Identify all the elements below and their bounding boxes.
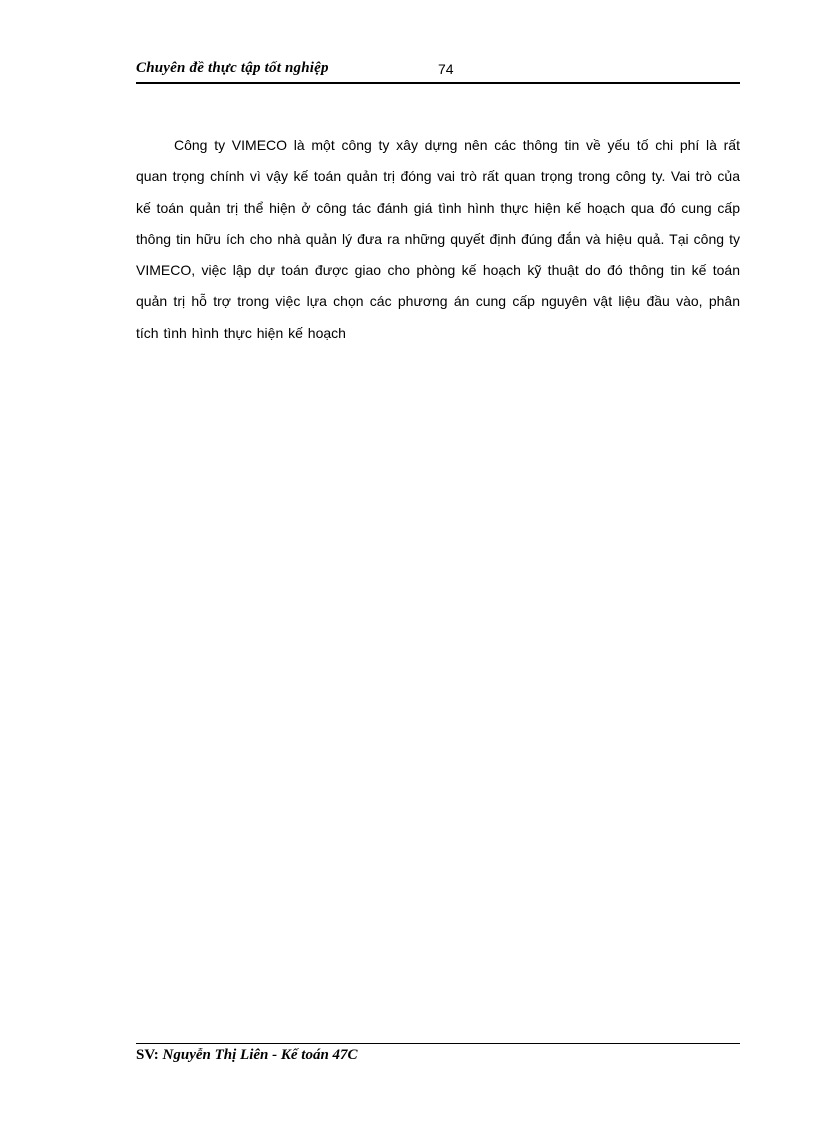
page-header (136, 58, 740, 82)
header-title: Chuyên đề thực tập tốt nghiệp (136, 60, 329, 76)
page-number: 74 (438, 61, 454, 77)
page-footer (136, 1047, 740, 1064)
footer-prefix: SV: (136, 1047, 163, 1063)
footer-divider (136, 1043, 740, 1044)
body-paragraph: Công ty VIMECO là một công ty xây dựng nên các thông tin về yếu tố chi phí là rất quan trọng chính vì vậy kế toán quản trị đóng vai trò rất quan trọng trong công ty. Vai trò của kế toán quản trị thể hiện ở công tác đánh giá tình hình thực hiện kế hoạch qua đó cung cấp thông tin hữu ích cho nhà quản lý đưa ra những quyết định đúng đắn và hiệu quả. Tại công ty VIMECO, việc lập dự toán được giao cho phòng kế hoạch kỹ thuật do đó thông tin kế toán quản trị hỗ trợ trong việc lựa chọn các phương án cung cấp nguyên vật liệu đầu vào, phân tích tình hình thực hiện kế hoạch (136, 137, 740, 341)
header-divider (136, 82, 740, 84)
footer-author: Nguyễn Thị Liên - Kế toán 47C (162, 1047, 358, 1063)
